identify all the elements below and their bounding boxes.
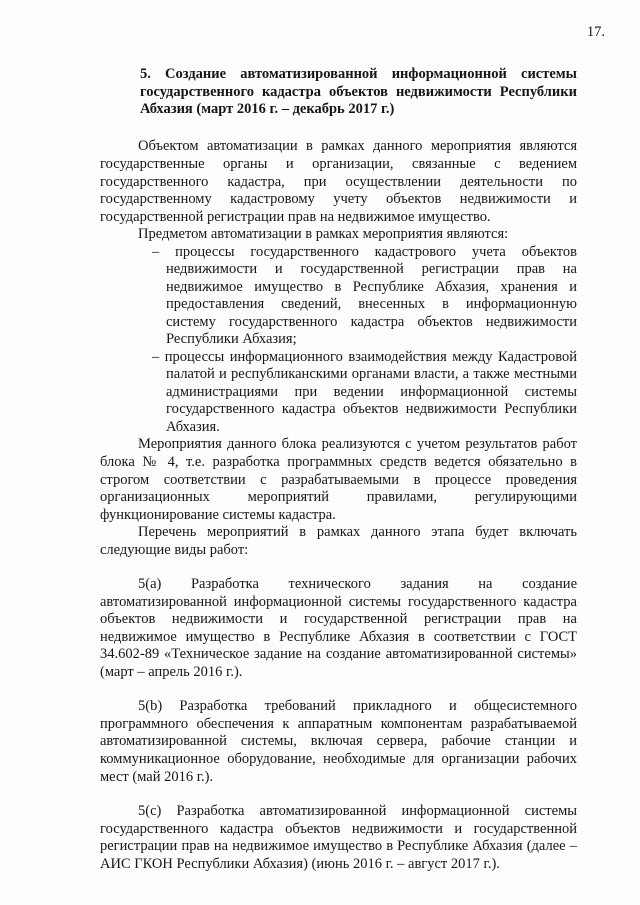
bullet-item-cadastre-processes: – процессы государственного кадастрового учета объектов недвижимости и государственной регистрации прав на недвижимое имущество в Республике Абхазия, хранения и предоставления сведений, внесенных в информационную систему государственного кадастра объектов недвижимости Республики Абхазия; <box>152 243 577 348</box>
paragraph-automation-subject-intro: Предметом автоматизации в рамках мероприятия являются: <box>138 226 509 243</box>
section-heading: 5. Создание автоматизированной информационной системы государственного кадастра объектов недвижимости Республики Абхазия (март 2016 г. – декабрь 2017 г.) <box>140 65 577 118</box>
work-item-5b: 5(b) Разработка требований прикладного и общесистемного программного обеспечения к аппаратным компонентам разрабатываемой автоматизированной системы, включая сервера, рабочие станции и коммуникационное оборудование, необходимые для организации рабочих мест (май 2016 г.). <box>100 698 577 785</box>
paragraph-block4-note: Мероприятия данного блока реализуются с учетом результатов работ блока № 4, т.е. разработка программных средств ведется обязательно в строгом соответствии с разрабатываемыми в процессе проведения организационных мероприятий правилами, регулирующими функционирование системы кадастра. <box>100 436 577 523</box>
paragraph-work-list-intro: Перечень мероприятий в рамках данного этапа будет включать следующие виды работ: <box>100 524 577 558</box>
paragraph-automation-object: Объектом автоматизации в рамках данного мероприятия являются государственные органы и организации, связанные с ведением государственного кадастра, при осуществлении деятельности по государственному кадастровому учету объектов недвижимости и государственной регистрации прав на недвижимое имущество. <box>100 138 577 225</box>
work-item-5c: 5(c) Разработка автоматизированной информационной системы государственного кадастра объектов недвижимости и государственной регистрации прав на недвижимое имущество в Республике Абхазия (далее – АИС ГКОН Республики Абхазия) (июнь 2016 г. – август 2017 г.). <box>100 803 577 872</box>
work-item-5a: 5(a) Разработка технического задания на создание автоматизированной информационной системы государственного кадастра объектов недвижимости и государственной регистрации прав на недвижимое имущество в Республике Абхазия в соответствии с ГОСТ 34.602-89 «Техническое задание на создание автоматизированной системы» (март – апрель 2016 г.). <box>100 576 577 680</box>
bullet-item-information-exchange: – процессы информационного взаимодействия между Кадастровой палатой и республиканскими органами власти, а также местными администрациями при ведении информационной системы государственного кадастра объектов недвижимости Республики Абхазия. <box>152 348 577 435</box>
page-number: 17. <box>586 24 605 40</box>
